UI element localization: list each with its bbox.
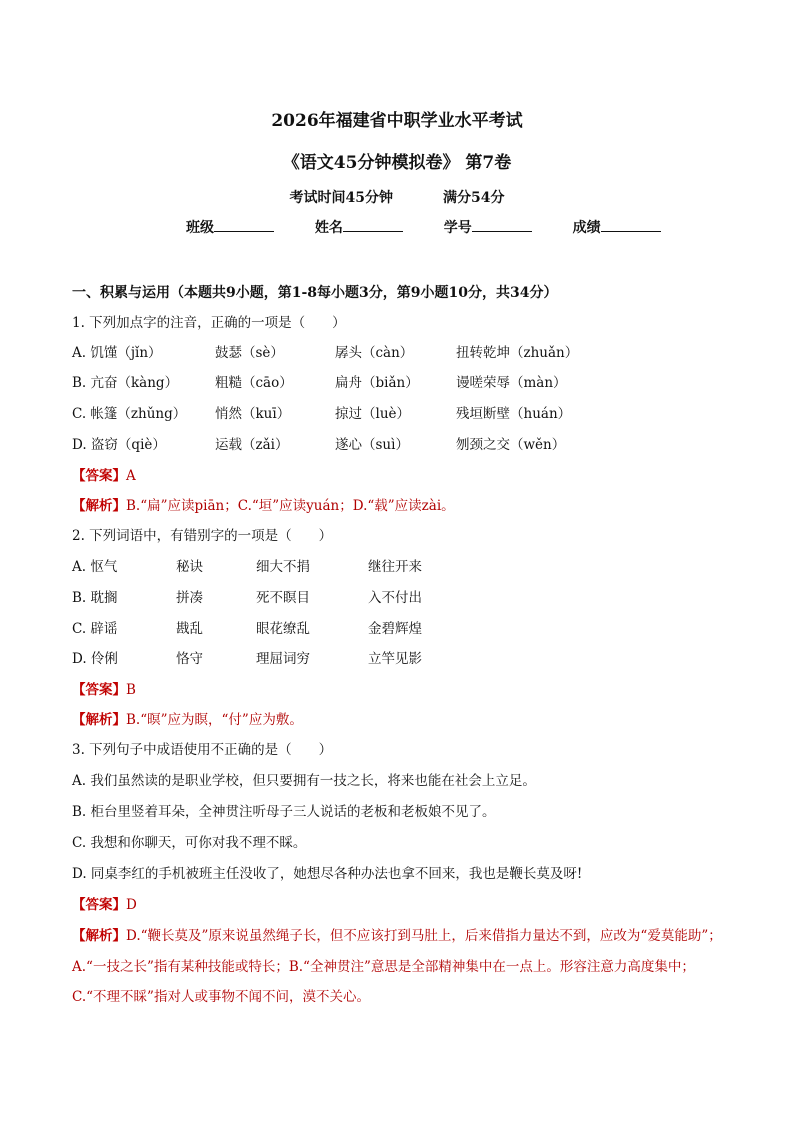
exam-subtitle: 《语文45分钟模拟卷》 第7卷 (282, 153, 512, 173)
question-3-analysis: 【解析】D.“鞭长莫及”原来说虽然绳子长，但不应该打到马肚上，后来借指力量达不到，应改为“爱莫能助”；A.“一技之长”指有某种技能或特长；B.“全神贯注”意思是全部精神集中在一点上。形容注意力高度集中；C.“不理不睬”指对人或事物不闻不问，漠不关心。 (72, 928, 722, 1005)
question-3-stem: 3. 下列句子中成语使用不正确的是（ ） (72, 742, 333, 758)
exam-time: 考试时间45分钟 (289, 190, 393, 206)
question-2-stem: 2. 下列词语中，有错别字的一项是（ ） (72, 528, 333, 544)
question-3-option-d: D. 同桌李红的手机被班主任没收了，她想尽各种办法也拿不回来，我也是鞭长莫及呀! (72, 866, 583, 882)
exam-meta (0, 187, 794, 207)
question-1-analysis: 【解析】B.“扁”应读piān；C.“垣”应读yuán；D.“载”应读zài。 (72, 498, 455, 514)
question-2-analysis: 【解析】B.“暝”应为瞑，“付”应为敷。 (72, 712, 303, 728)
name-field[interactable]: 姓名 (315, 217, 403, 237)
student-id-field[interactable]: 学号 (444, 217, 532, 237)
question-1-stem: 1. 下列加点字的注音，正确的一项是（ ） (72, 315, 346, 331)
grade-field[interactable]: 成绩 (573, 217, 661, 237)
question-3-answer: 【答案】D (72, 897, 137, 913)
exam-title: 2026年福建省中职学业水平考试 (271, 111, 523, 131)
question-3-option-c: C. 我想和你聊天，可你对我不理不睬。 (72, 835, 307, 851)
section-heading: 一、积累与运用（本题共9小题，第1-8每小题3分，第9小题10分，共34分） (72, 285, 558, 301)
question-3-option-b: B. 柜台里竖着耳朵，全神贯注听母子三人说话的老板和老板娘不见了。 (72, 804, 496, 820)
exam-score: 满分54分 (443, 190, 505, 206)
question-2-answer: 【答案】B (72, 682, 136, 698)
question-3-option-a: A. 我们虽然读的是职业学校，但只要拥有一技之长，将来也能在社会上立足。 (72, 773, 536, 789)
question-1-answer: 【答案】A (72, 468, 136, 484)
class-field[interactable]: 班级 (186, 217, 274, 237)
student-info-fields (186, 217, 697, 237)
